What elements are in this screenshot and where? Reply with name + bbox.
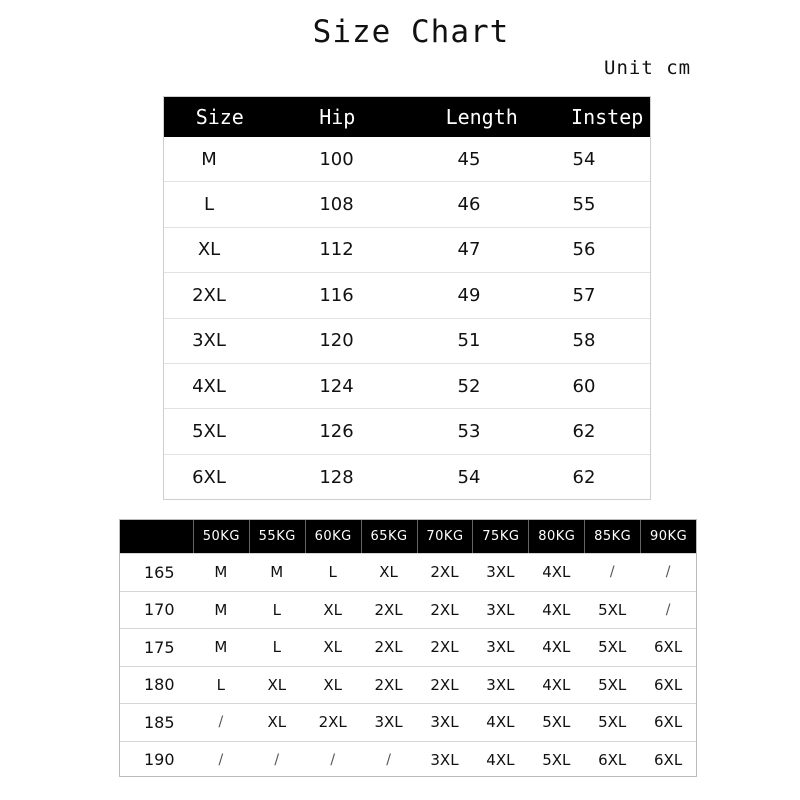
cell-hip: 100 [319, 148, 354, 170]
unit-label: Unit cm [604, 57, 692, 79]
cell-size: L [272, 600, 281, 619]
cell-size: M [214, 563, 228, 582]
table-row [164, 182, 650, 227]
cell-hip: 112 [319, 239, 354, 261]
cell-hip: 126 [319, 421, 354, 443]
cell-instep: 54 [572, 148, 596, 170]
cell-size: L [203, 194, 215, 216]
cell-size: 2XL [374, 638, 403, 657]
cell-size: 5XL [598, 713, 627, 732]
cell-height: 175 [144, 637, 175, 657]
cell-hip: 116 [319, 284, 354, 306]
cell-length: 49 [457, 284, 481, 306]
cell-size: 3XL [486, 563, 515, 582]
cell-height: 190 [144, 750, 175, 770]
cell-size: 5XL [542, 713, 571, 732]
cell-size: 4XL [542, 675, 571, 694]
cell-size: M [201, 148, 217, 170]
cell-size: / [665, 564, 671, 581]
header-weight: 70KG [417, 520, 473, 553]
cell-size: XL [323, 600, 342, 619]
cell-size: / [274, 751, 280, 768]
cell-size: 6XL [654, 750, 683, 769]
cell-size: 6XL [654, 638, 683, 657]
cell-size: 4XL [486, 750, 515, 769]
header-weight: 60KG [305, 520, 361, 553]
cell-size: 3XL [486, 638, 515, 657]
header-corner [120, 520, 193, 553]
cell-size: 2XL [374, 600, 403, 619]
header-weight: 80KG [528, 520, 584, 553]
cell-size: M [214, 638, 228, 657]
cell-length: 51 [457, 330, 481, 352]
cell-instep: 55 [572, 194, 596, 216]
cell-size: L [272, 638, 281, 657]
header-instep: Instep [571, 105, 644, 129]
cell-size: XL [267, 675, 287, 694]
cell-hip: 108 [319, 194, 354, 216]
cell-instep: 57 [572, 284, 596, 306]
cell-instep: 62 [572, 466, 596, 488]
cell-size: 6XL [654, 713, 683, 732]
size-table-header [164, 97, 650, 137]
cell-size: 6XL [598, 750, 627, 769]
cell-size: 4XL [192, 375, 226, 397]
cell-size: / [218, 714, 224, 731]
header-weight: 65KG [361, 520, 417, 553]
cell-size: 4XL [542, 563, 571, 582]
table-row [120, 741, 696, 779]
header-weight: 75KG [472, 520, 528, 553]
header-weight: 85KG [584, 520, 640, 553]
table-row [164, 409, 650, 454]
table-row [164, 273, 650, 318]
cell-instep: 60 [572, 375, 596, 397]
cell-height: 185 [144, 712, 175, 732]
header-weight: 90KG [640, 520, 696, 553]
cell-hip: 120 [319, 330, 354, 352]
cell-length: 52 [457, 375, 481, 397]
cell-size: 2XL [430, 600, 459, 619]
cell-size: 2XL [192, 284, 226, 306]
cell-size: 4XL [542, 638, 571, 657]
table-row [164, 228, 650, 273]
cell-length: 54 [457, 466, 481, 488]
header-length: Length [445, 105, 518, 129]
cell-size: XL [267, 713, 287, 732]
table-row [120, 591, 696, 629]
cell-height: 165 [144, 562, 175, 582]
cell-hip: 128 [319, 466, 354, 488]
cell-size: 6XL [192, 466, 226, 488]
weight-height-table [119, 519, 697, 777]
table-row [164, 319, 650, 364]
cell-height: 180 [144, 675, 175, 695]
cell-length: 47 [457, 239, 481, 261]
cell-height: 170 [144, 600, 175, 620]
table-row [120, 553, 696, 591]
cell-size: 3XL [430, 750, 459, 769]
table-row [120, 703, 696, 741]
cell-length: 46 [457, 194, 481, 216]
page-title: Size Chart [312, 14, 510, 50]
cell-size: 5XL [598, 638, 627, 657]
cell-size: 3XL [486, 675, 515, 694]
cell-size: M [214, 600, 228, 619]
cell-size: / [609, 564, 615, 581]
cell-size: XL [323, 638, 342, 657]
weight-table-body [120, 553, 696, 778]
table-row [120, 666, 696, 704]
header-weight: 55KG [249, 520, 305, 553]
cell-size: 2XL [430, 638, 459, 657]
cell-length: 45 [457, 148, 481, 170]
cell-size: 6XL [654, 675, 683, 694]
cell-size: 3XL [430, 713, 459, 732]
cell-hip: 124 [319, 375, 354, 397]
size-measurement-table [163, 96, 651, 500]
cell-size: 2XL [430, 675, 459, 694]
cell-size: / [218, 751, 224, 768]
cell-size: 3XL [374, 713, 403, 732]
header-size: Size [195, 105, 244, 129]
cell-size: 5XL [542, 750, 571, 769]
cell-size: 2XL [318, 713, 347, 732]
header-hip: Hip [319, 105, 356, 129]
header-weight: 50KG [193, 520, 249, 553]
cell-instep: 58 [572, 330, 596, 352]
cell-size: 3XL [192, 330, 226, 352]
table-row [164, 137, 650, 182]
cell-size: / [386, 751, 391, 768]
cell-instep: 62 [572, 421, 596, 443]
cell-size: 4XL [486, 713, 515, 732]
cell-size: L [328, 563, 337, 582]
table-row [164, 455, 650, 500]
cell-size: XL [197, 239, 221, 261]
weight-table-header [120, 520, 696, 553]
cell-size: 5XL [192, 421, 226, 443]
cell-size: 2XL [430, 563, 459, 582]
cell-size: L [216, 675, 226, 694]
cell-size: 5XL [598, 600, 627, 619]
cell-size: 5XL [598, 675, 627, 694]
cell-size: XL [379, 563, 398, 582]
cell-size: M [270, 563, 284, 582]
table-row [164, 364, 650, 409]
cell-size: 4XL [542, 600, 571, 619]
size-table-body [164, 137, 650, 500]
cell-length: 53 [457, 421, 481, 443]
table-row [120, 628, 696, 666]
cell-size: 2XL [374, 675, 403, 694]
cell-size: / [665, 601, 671, 618]
cell-size: / [330, 751, 336, 768]
cell-instep: 56 [572, 239, 596, 261]
cell-size: XL [323, 675, 342, 694]
cell-size: 3XL [486, 600, 515, 619]
